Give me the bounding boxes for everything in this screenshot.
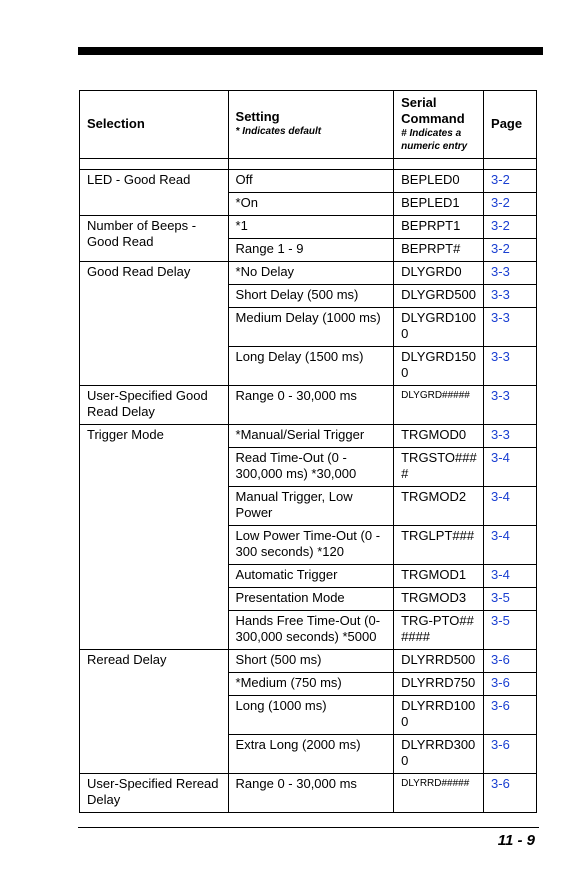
page-link[interactable]: 3-2 <box>484 193 537 216</box>
setting-cell: Presentation Mode <box>228 588 394 611</box>
page-link[interactable]: 3-3 <box>484 308 537 347</box>
setting-cell: Long Delay (1500 ms) <box>228 347 394 386</box>
selection-cell: Number of Beeps - Good Read <box>80 216 229 262</box>
header-command-note-2: numeric entry <box>401 140 468 152</box>
table-row <box>80 650 537 673</box>
page-link[interactable]: 3-6 <box>484 696 537 735</box>
table-row <box>80 774 537 813</box>
setting-cell: *1 <box>228 216 394 239</box>
header-setting-note: * Indicates default <box>235 126 322 137</box>
setting-cell: Extra Long (2000 ms) <box>228 735 394 774</box>
selection-cell: User-Specified Reread Delay <box>80 774 229 813</box>
table-row <box>80 425 537 448</box>
table-body <box>80 159 537 813</box>
header-command <box>394 91 484 159</box>
setting-cell: *Medium (750 ms) <box>228 673 394 696</box>
setting-cell: Read Time-Out (0 - 300,000 ms) *30,000 <box>228 448 394 487</box>
selection-cell: Trigger Mode <box>80 425 229 650</box>
page-link[interactable]: 3-3 <box>484 285 537 308</box>
header-selection: Selection <box>80 91 229 159</box>
selection-cell: Good Read Delay <box>80 262 229 386</box>
header-command-note-1: # Indicates a <box>401 127 462 139</box>
setting-cell: *Manual/Serial Trigger <box>228 425 394 448</box>
command-cell: DLYGRD##### <box>394 386 484 425</box>
setting-cell: Short (500 ms) <box>228 650 394 673</box>
page-link[interactable]: 3-2 <box>484 239 537 262</box>
header-command-line1: Serial <box>401 94 437 110</box>
setting-cell: Off <box>228 170 394 193</box>
command-cell: TRGMOD1 <box>394 565 484 588</box>
command-cell: DLYRRD3000 <box>394 735 484 774</box>
table-row <box>80 262 537 285</box>
command-cell: BEPRPT1 <box>394 216 484 239</box>
page-link[interactable]: 3-4 <box>484 565 537 588</box>
header-page: Page <box>484 91 537 159</box>
page-link[interactable]: 3-5 <box>484 588 537 611</box>
command-cell: DLYRRD750 <box>394 673 484 696</box>
selection-cell: User-Specified Good Read Delay <box>80 386 229 425</box>
setting-cell: Range 0 - 30,000 ms <box>228 386 394 425</box>
page-link[interactable]: 3-2 <box>484 216 537 239</box>
setting-cell: Manual Trigger, Low Power <box>228 487 394 526</box>
command-table <box>79 90 537 813</box>
page-link[interactable]: 3-6 <box>484 650 537 673</box>
page-link[interactable]: 3-3 <box>484 262 537 285</box>
table-header <box>80 91 537 159</box>
page-link[interactable]: 3-6 <box>484 774 537 813</box>
table-row <box>80 386 537 425</box>
command-cell: TRGMOD2 <box>394 487 484 526</box>
page-link[interactable]: 3-6 <box>484 673 537 696</box>
command-cell: DLYRRD1000 <box>394 696 484 735</box>
table-row <box>80 216 537 239</box>
setting-cell: Range 0 - 30,000 ms <box>228 774 394 813</box>
command-cell: TRGSTO#### <box>394 448 484 487</box>
setting-cell: *No Delay <box>228 262 394 285</box>
page-link[interactable]: 3-2 <box>484 170 537 193</box>
command-cell: BEPLED1 <box>394 193 484 216</box>
setting-cell: Short Delay (500 ms) <box>228 285 394 308</box>
setting-cell: Automatic Trigger <box>228 565 394 588</box>
page-number: 11 - 9 <box>497 832 535 849</box>
page-link[interactable]: 3-3 <box>484 347 537 386</box>
command-cell: DLYGRD1500 <box>394 347 484 386</box>
page-link[interactable]: 3-3 <box>484 425 537 448</box>
command-cell: DLYRRD500 <box>394 650 484 673</box>
setting-cell: Hands Free Time-Out (0-300,000 seconds) *5000 <box>228 611 394 650</box>
setting-cell: Medium Delay (1000 ms) <box>228 308 394 347</box>
setting-cell: Range 1 - 9 <box>228 239 394 262</box>
setting-cell: Low Power Time-Out (0 - 300 seconds) *120 <box>228 526 394 565</box>
setting-cell: *On <box>228 193 394 216</box>
page-link[interactable]: 3-4 <box>484 487 537 526</box>
page-link[interactable]: 3-6 <box>484 735 537 774</box>
selection-cell: LED - Good Read <box>80 170 229 216</box>
command-cell: DLYRRD##### <box>394 774 484 813</box>
selection-cell: Reread Delay <box>80 650 229 774</box>
command-cell: BEPLED0 <box>394 170 484 193</box>
page-link[interactable]: 3-4 <box>484 526 537 565</box>
header-setting <box>228 91 394 159</box>
command-cell: TRGMOD3 <box>394 588 484 611</box>
header-command-line2: Command <box>401 110 465 126</box>
table-row <box>80 170 537 193</box>
setting-cell: Long (1000 ms) <box>228 696 394 735</box>
command-cell: BEPRPT# <box>394 239 484 262</box>
header-separator <box>80 159 537 170</box>
page-link[interactable]: 3-5 <box>484 611 537 650</box>
command-cell: TRGMOD0 <box>394 425 484 448</box>
command-cell: DLYGRD0 <box>394 262 484 285</box>
command-cell: TRGLPT### <box>394 526 484 565</box>
top-rule <box>78 47 543 55</box>
page-link[interactable]: 3-4 <box>484 448 537 487</box>
bottom-rule <box>78 827 539 828</box>
header-setting-label: Setting <box>235 109 280 124</box>
command-cell: TRG-PTO###### <box>394 611 484 650</box>
command-cell: DLYGRD500 <box>394 285 484 308</box>
page-link[interactable]: 3-3 <box>484 386 537 425</box>
command-cell: DLYGRD1000 <box>394 308 484 347</box>
